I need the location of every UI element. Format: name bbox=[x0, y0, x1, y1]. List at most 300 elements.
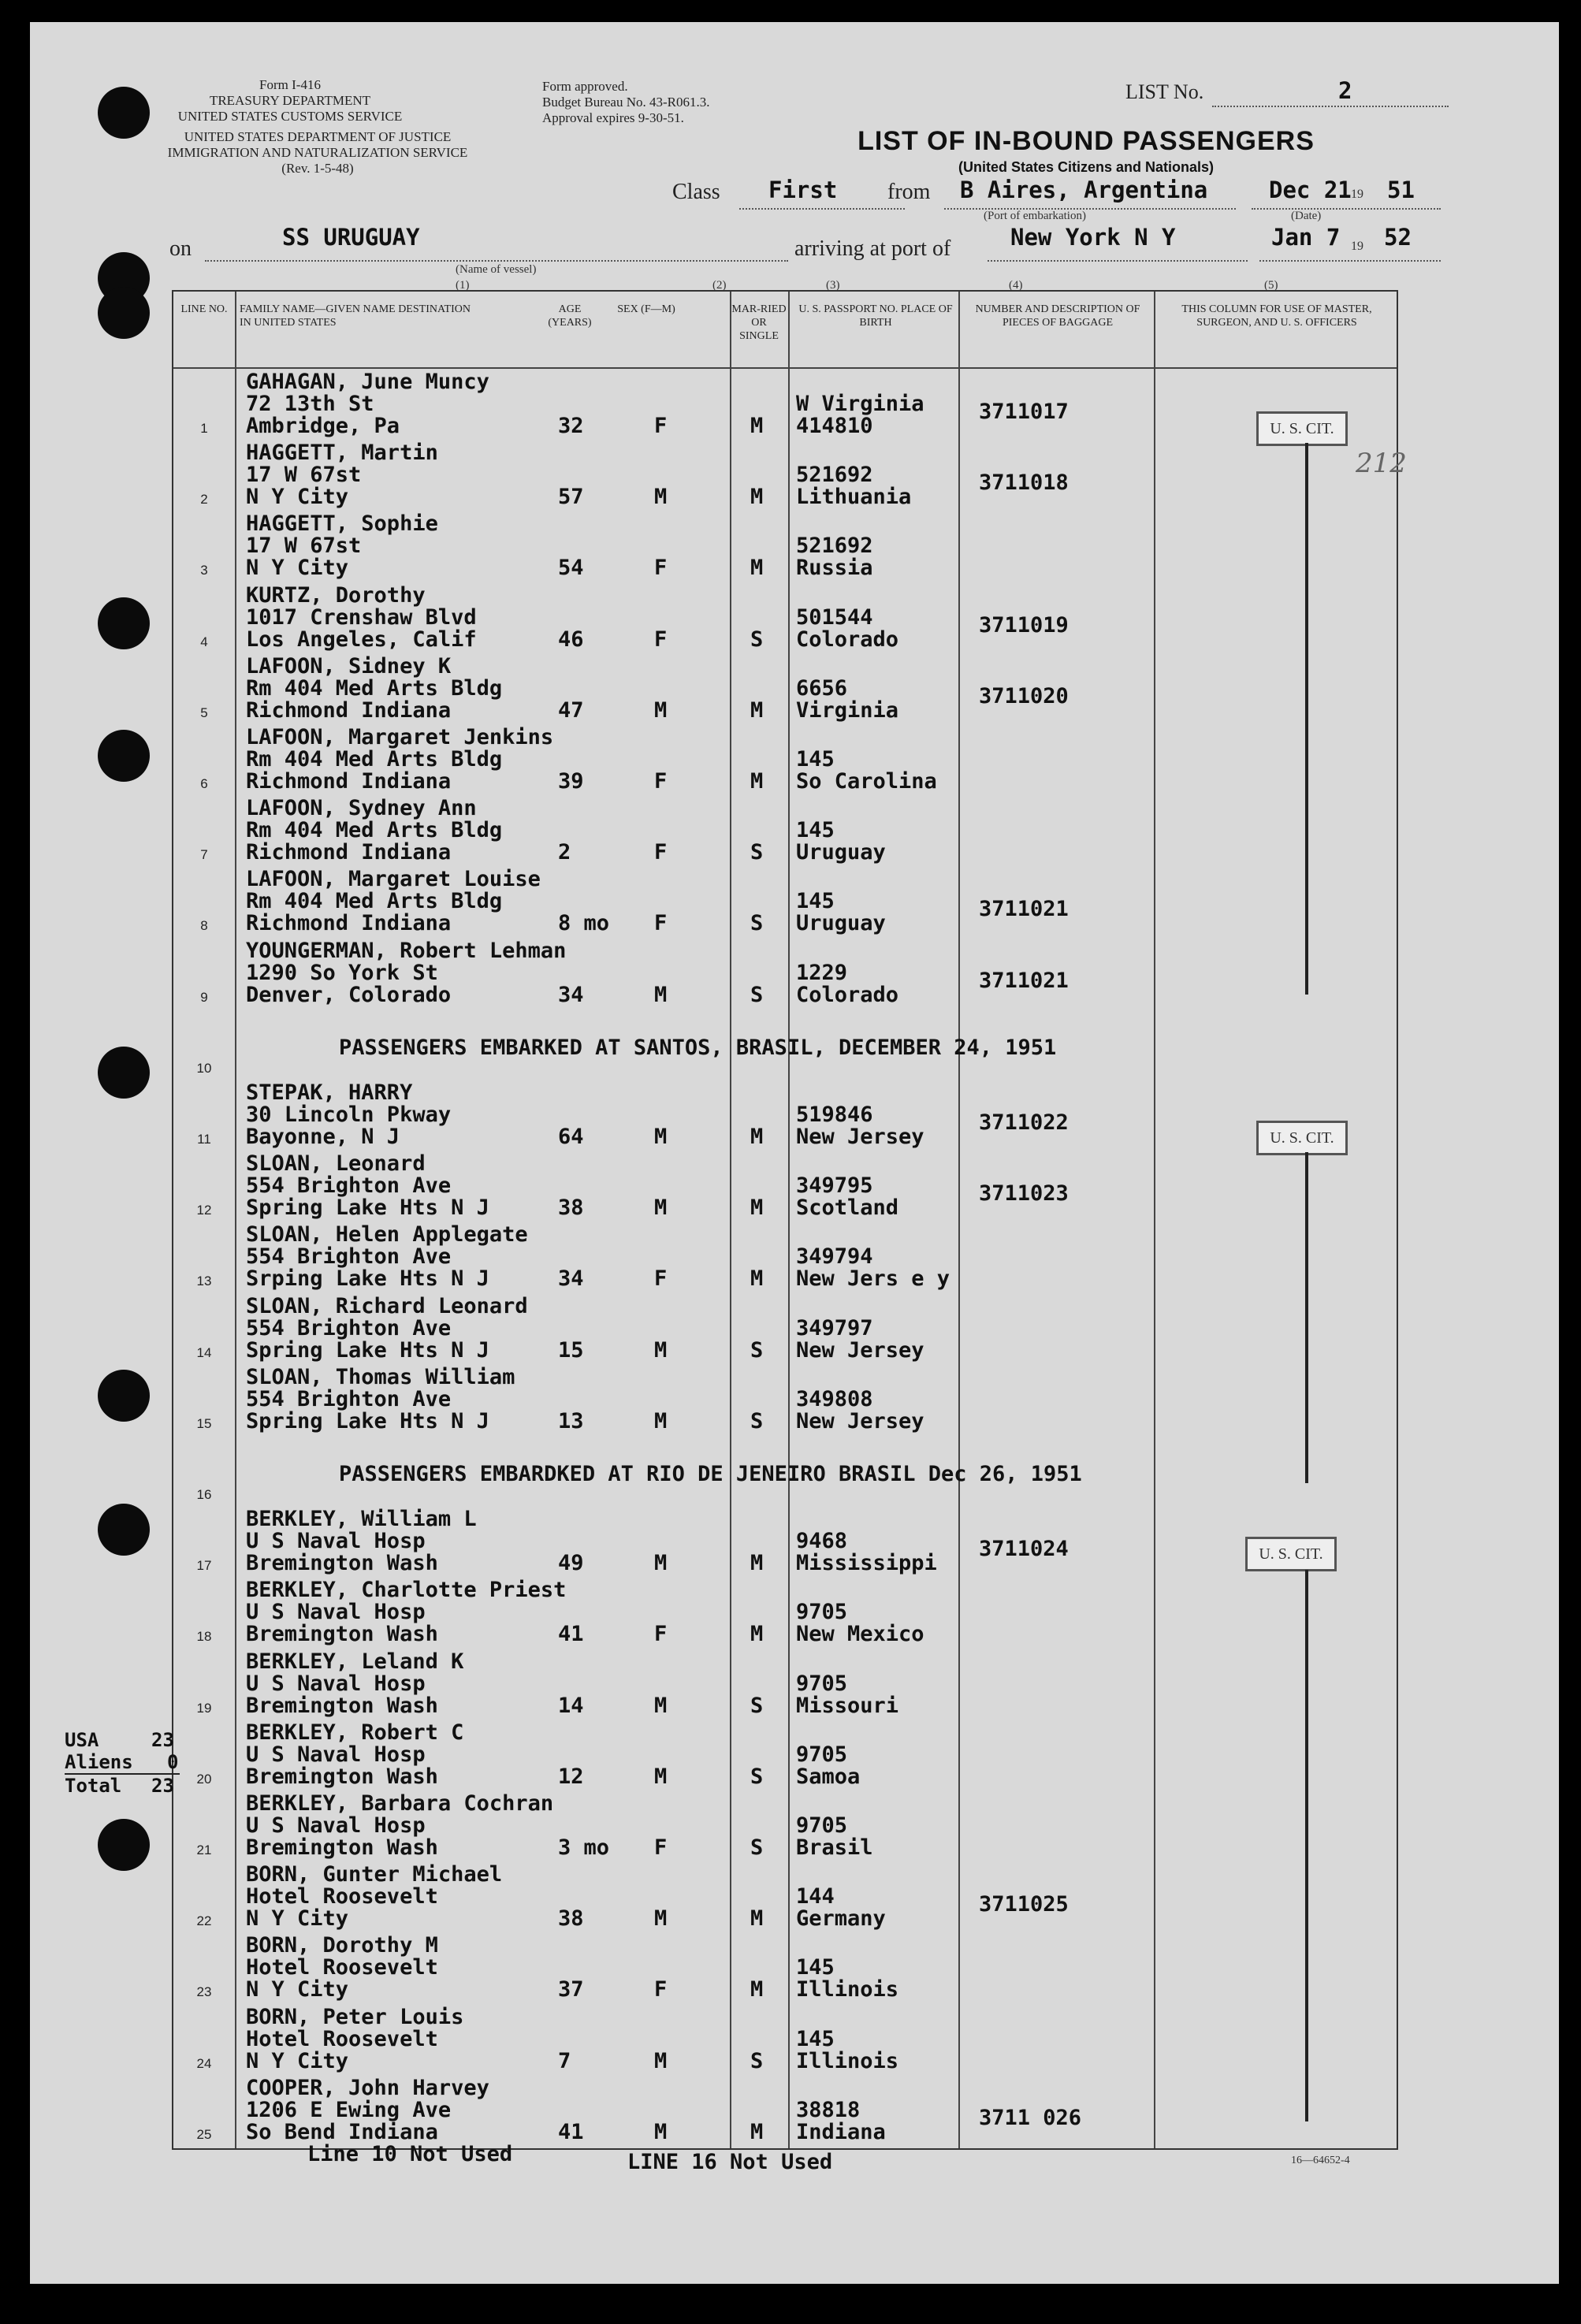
passenger-destination: Richmond Indiana bbox=[246, 840, 452, 865]
passport-no: 501544 bbox=[796, 604, 873, 630]
passenger-destination: Srping Lake Hts N J bbox=[246, 1266, 489, 1292]
birthplace: New Jersey bbox=[796, 1337, 924, 1363]
page-title: LIST OF IN-BOUND PASSENGERS bbox=[857, 126, 1315, 156]
usa-count: 23 bbox=[151, 1729, 174, 1751]
line-number: 23 bbox=[196, 1984, 212, 2000]
passenger-name: SLOAN, Helen Applegate bbox=[246, 1222, 528, 1248]
passenger-address: U S Naval Hosp bbox=[246, 1529, 426, 1554]
form-block-2 bbox=[152, 129, 483, 177]
line-number: 1 bbox=[200, 421, 208, 436]
passenger-age: 8 mo bbox=[558, 911, 610, 936]
passport-no: 521692 bbox=[796, 534, 873, 559]
passenger-name: BERKLEY, Robert C bbox=[246, 1720, 464, 1745]
line-number: 15 bbox=[196, 1415, 212, 1431]
passenger-address: 72 13th St bbox=[246, 392, 374, 416]
agency-line: UNITED STATES CUSTOMS SERVICE bbox=[177, 109, 403, 124]
passenger-sex: F bbox=[654, 1977, 668, 2002]
passenger-address: Rm 404 Med Arts Bldg bbox=[246, 889, 503, 914]
passenger-marital: S bbox=[750, 840, 764, 865]
passenger-address: Rm 404 Med Arts Bldg bbox=[246, 675, 503, 701]
passenger-age: 34 bbox=[558, 1266, 584, 1292]
col-number: (2) bbox=[712, 279, 727, 292]
passport-no: 349808 bbox=[796, 1386, 873, 1411]
line-number: 11 bbox=[197, 1132, 211, 1147]
passenger-marital: M bbox=[750, 1125, 764, 1149]
passenger-name: STEPAK, HARRY bbox=[246, 1080, 413, 1105]
passenger-marital: M bbox=[750, 697, 764, 723]
column-rule bbox=[1154, 292, 1155, 2148]
passport-no: 9705 bbox=[796, 1671, 848, 1696]
col-baggage: NUMBER AND DESCRIPTION OF PIECES OF BAGGAGE bbox=[975, 303, 1140, 329]
passenger-sex: M bbox=[654, 1764, 668, 1789]
footer-note: Line 10 Not Used bbox=[307, 2142, 513, 2166]
baggage-number: 3711022 bbox=[979, 1110, 1069, 1135]
line-number: 7 bbox=[200, 847, 208, 863]
passenger-age: 41 bbox=[558, 1622, 584, 1647]
aliens-label: Aliens bbox=[65, 1751, 133, 1773]
column-rule bbox=[788, 292, 790, 2148]
date-value: Dec 21 bbox=[1269, 177, 1352, 203]
passenger-age: 54 bbox=[558, 556, 584, 581]
birthplace: Indiana bbox=[796, 2119, 886, 2144]
passenger-sex: F bbox=[654, 414, 668, 438]
line-number: 24 bbox=[196, 2055, 212, 2071]
underline bbox=[739, 208, 905, 210]
passenger-destination: Bremington Wash bbox=[246, 1551, 438, 1576]
date-year: 51 bbox=[1387, 177, 1415, 203]
underline bbox=[205, 260, 788, 262]
line-number: 3 bbox=[200, 563, 208, 578]
line-number: 18 bbox=[196, 1629, 212, 1645]
passenger-marital: M bbox=[750, 414, 764, 438]
passenger-address: 17 W 67st bbox=[246, 463, 362, 488]
passenger-sex: F bbox=[654, 840, 668, 865]
birthplace: Samoa bbox=[796, 1764, 861, 1789]
passenger-sex: M bbox=[654, 1337, 668, 1363]
passport-no: 519846 bbox=[796, 1103, 873, 1127]
line-number: 12 bbox=[196, 1203, 212, 1218]
passport-no: 521692 bbox=[796, 463, 873, 488]
line-number: 21 bbox=[196, 1842, 212, 1857]
passenger-sex: M bbox=[654, 1551, 668, 1576]
passenger-name: BORN, Dorothy M bbox=[246, 1933, 438, 1958]
passenger-destination: Ambridge, Pa bbox=[246, 414, 400, 438]
passenger-address: 554 Brighton Ave bbox=[246, 1173, 452, 1199]
passenger-age: 7 bbox=[558, 2048, 571, 2073]
passenger-address: 554 Brighton Ave bbox=[246, 1386, 452, 1411]
birthplace: Germany bbox=[796, 1906, 886, 1932]
birthplace: Mississippi bbox=[796, 1551, 937, 1576]
form-number: Form I-416 bbox=[259, 77, 321, 92]
passenger-marital: S bbox=[750, 1337, 764, 1363]
passport-no: 9468 bbox=[796, 1529, 848, 1554]
passport-no: 6656 bbox=[796, 675, 848, 701]
passenger-destination: Bremington Wash bbox=[246, 1835, 438, 1860]
passport-no: 144 bbox=[796, 1884, 835, 1909]
passenger-table bbox=[172, 290, 1407, 2150]
passenger-marital: S bbox=[750, 982, 764, 1007]
passenger-address: Rm 404 Med Arts Bldg bbox=[246, 818, 503, 843]
passport-no: 145 bbox=[796, 818, 835, 843]
bracket-line bbox=[1305, 443, 1308, 995]
page-subtitle: (United States Citizens and Nationals) bbox=[958, 159, 1215, 175]
bracket-line bbox=[1305, 1152, 1308, 1483]
line-number: 25 bbox=[196, 2126, 212, 2142]
passenger-sex: M bbox=[654, 982, 668, 1007]
birthplace: New Jersey bbox=[796, 1408, 924, 1433]
baggage-number: 3711021 bbox=[979, 968, 1069, 993]
birthplace: Brasil bbox=[796, 1835, 873, 1860]
passenger-marital: M bbox=[750, 1622, 764, 1647]
list-no-underline bbox=[1212, 106, 1449, 107]
column-rule bbox=[730, 292, 731, 2148]
passenger-marital: M bbox=[750, 485, 764, 510]
table-header bbox=[173, 292, 1397, 369]
passenger-sex: M bbox=[654, 1906, 668, 1932]
col-number: (4) bbox=[1009, 279, 1023, 292]
passenger-marital: S bbox=[750, 627, 764, 652]
passenger-name: HAGGETT, Sophie bbox=[246, 511, 438, 537]
passenger-address: Hotel Roosevelt bbox=[246, 1955, 438, 1980]
passenger-name: SLOAN, Leonard bbox=[246, 1151, 426, 1177]
passenger-name: BERKLEY, Leland K bbox=[246, 1649, 464, 1674]
passport-no: 145 bbox=[796, 889, 835, 914]
birthplace: Russia bbox=[796, 556, 873, 581]
vessel-name: SS URUGUAY bbox=[282, 224, 420, 251]
class-value: First bbox=[768, 177, 838, 203]
passenger-age: 2 bbox=[558, 840, 571, 865]
underline bbox=[988, 260, 1248, 262]
passenger-age: 14 bbox=[558, 1693, 584, 1718]
birthplace: Illinois bbox=[796, 1977, 899, 2002]
passenger-sex: M bbox=[654, 1693, 668, 1718]
passenger-marital: S bbox=[750, 2048, 764, 2073]
birthplace: New Mexico bbox=[796, 1622, 924, 1647]
section-heading: PASSENGERS EMBARKED AT SANTOS, BRASIL, DECEMBER 24, 1951 bbox=[339, 1035, 1057, 1060]
passenger-marital: M bbox=[750, 769, 764, 794]
passenger-age: 39 bbox=[558, 769, 584, 794]
line-number: 14 bbox=[196, 1344, 212, 1360]
form-block bbox=[148, 77, 432, 125]
col-sex: SEX (F—M) bbox=[617, 303, 675, 315]
passport-no: 9705 bbox=[796, 1742, 848, 1767]
passport-no: 9705 bbox=[796, 1600, 848, 1625]
passenger-address: 554 Brighton Ave bbox=[246, 1244, 452, 1270]
bracket-line bbox=[1305, 1570, 1308, 2121]
birthplace: Illinois bbox=[796, 2048, 899, 2073]
form-code: 16—64652-4 bbox=[1291, 2155, 1350, 2166]
totals-block bbox=[65, 1729, 180, 1797]
col-number: (1) bbox=[456, 279, 470, 292]
passenger-age: 47 bbox=[558, 697, 584, 723]
date-year-prefix: 19 bbox=[1351, 188, 1363, 201]
passport-no: 145 bbox=[796, 1955, 835, 1980]
passport-no: 349795 bbox=[796, 1173, 873, 1199]
underline bbox=[1252, 208, 1441, 210]
passport-no: 145 bbox=[796, 747, 835, 772]
passenger-sex: F bbox=[654, 1266, 668, 1292]
punch-hole bbox=[98, 730, 150, 782]
passenger-address: U S Naval Hosp bbox=[246, 1671, 426, 1696]
line-number: 16 bbox=[196, 1487, 212, 1502]
line-number: 6 bbox=[200, 776, 208, 791]
from-label: from bbox=[887, 180, 931, 204]
col-married: MAR-RIED OR SINGLE bbox=[731, 303, 787, 342]
total-count: 23 bbox=[151, 1775, 174, 1797]
passenger-sex: F bbox=[654, 769, 668, 794]
passenger-age: 3 mo bbox=[558, 1835, 610, 1860]
passenger-name: SLOAN, Richard Leonard bbox=[246, 1293, 528, 1318]
passenger-name: YOUNGERMAN, Robert Lehman bbox=[246, 938, 567, 963]
passenger-age: 41 bbox=[558, 2119, 584, 2144]
passenger-age: 49 bbox=[558, 1551, 584, 1576]
line-number: 5 bbox=[200, 705, 208, 720]
passenger-name: HAGGETT, Martin bbox=[246, 441, 438, 466]
passenger-destination: Spring Lake Hts N J bbox=[246, 1337, 489, 1363]
passenger-name: BERKLEY, William L bbox=[246, 1507, 477, 1532]
passenger-name: BORN, Peter Louis bbox=[246, 2004, 464, 2029]
passenger-name: LAFOON, Sidney K bbox=[246, 653, 452, 679]
passenger-address: 1206 E Ewing Ave bbox=[246, 2097, 452, 2122]
passenger-address: Hotel Roosevelt bbox=[246, 2026, 438, 2051]
passenger-sex: F bbox=[654, 911, 668, 936]
line-number: 22 bbox=[196, 1913, 212, 1929]
passenger-age: 13 bbox=[558, 1408, 584, 1433]
passenger-marital: M bbox=[750, 1551, 764, 1576]
passenger-age: 38 bbox=[558, 1195, 584, 1221]
passenger-address: 1017 Crenshaw Blvd bbox=[246, 604, 477, 630]
section-heading: PASSENGERS EMBARDKED AT RIO DE JENEIRO BRASIL Dec 26, 1951 bbox=[339, 1462, 1082, 1486]
passenger-address: 30 Lincoln Pkway bbox=[246, 1103, 452, 1127]
baggage-number: 3711018 bbox=[979, 470, 1069, 496]
col-name: FAMILY NAME—GIVEN NAME DESTINATION IN UNITED STATES bbox=[240, 303, 471, 329]
passenger-destination: N Y City bbox=[246, 485, 349, 510]
line-number: 2 bbox=[200, 492, 208, 508]
birthplace: Lithuania bbox=[796, 485, 912, 510]
passenger-destination: Bremington Wash bbox=[246, 1693, 438, 1718]
passenger-marital: S bbox=[750, 1835, 764, 1860]
passenger-marital: S bbox=[750, 1764, 764, 1789]
arriving-label: arriving at port of bbox=[794, 236, 951, 261]
passenger-name: SLOAN, Thomas William bbox=[246, 1364, 515, 1389]
passenger-address: 17 W 67st bbox=[246, 534, 362, 559]
line-number: 8 bbox=[200, 918, 208, 934]
passenger-marital: M bbox=[750, 1906, 764, 1932]
passenger-sex: M bbox=[654, 2048, 668, 2073]
passenger-name: KURTZ, Dorothy bbox=[246, 582, 426, 608]
line-number: 13 bbox=[196, 1274, 212, 1289]
passenger-destination: Bremington Wash bbox=[246, 1764, 438, 1789]
passenger-marital: M bbox=[750, 1977, 764, 2002]
col-passport: U. S. PASSPORT NO. PLACE OF BIRTH bbox=[798, 303, 953, 329]
passenger-sex: M bbox=[654, 1125, 668, 1149]
col-line-no: LINE NO. bbox=[180, 303, 228, 315]
passenger-destination: N Y City bbox=[246, 1906, 349, 1932]
line-number: 20 bbox=[196, 1771, 212, 1787]
baggage-number: 3711024 bbox=[979, 1537, 1069, 1562]
passenger-destination: Richmond Indiana bbox=[246, 697, 452, 723]
punch-hole bbox=[98, 597, 150, 649]
passenger-age: 15 bbox=[558, 1337, 584, 1363]
approval-line: Approval expires 9-30-51. bbox=[542, 110, 684, 125]
passenger-destination: Los Angeles, Calif bbox=[246, 627, 477, 652]
passenger-sex: M bbox=[654, 697, 668, 723]
list-no: 2 bbox=[1338, 77, 1352, 104]
passenger-address: U S Naval Hosp bbox=[246, 1813, 426, 1838]
passenger-destination: Bremington Wash bbox=[246, 1622, 438, 1647]
passenger-address: 1290 So York St bbox=[246, 960, 438, 985]
passport-no: 349797 bbox=[796, 1315, 873, 1340]
passenger-age: 38 bbox=[558, 1906, 584, 1932]
passenger-sex: M bbox=[654, 2119, 668, 2144]
baggage-number: 3711017 bbox=[979, 400, 1069, 424]
arrival-year: 52 bbox=[1384, 224, 1412, 251]
birthplace: Scotland bbox=[796, 1195, 899, 1221]
passenger-destination: N Y City bbox=[246, 1977, 349, 2002]
birthplace: So Carolina bbox=[796, 769, 937, 794]
on-label: on bbox=[169, 236, 192, 261]
baggage-number: 3711020 bbox=[979, 683, 1069, 708]
passenger-marital: M bbox=[750, 1195, 764, 1221]
passenger-sex: F bbox=[654, 627, 668, 652]
baggage-number: 3711019 bbox=[979, 612, 1069, 638]
citizenship-stamp: U. S. CIT. bbox=[1256, 411, 1348, 446]
column-rule bbox=[958, 292, 960, 2148]
passenger-marital: S bbox=[750, 1408, 764, 1433]
passenger-age: 57 bbox=[558, 485, 584, 510]
agency-line: IMMIGRATION AND NATURALIZATION SERVICE bbox=[167, 145, 468, 160]
citizenship-stamp: U. S. CIT. bbox=[1256, 1121, 1348, 1155]
passenger-age: 12 bbox=[558, 1764, 584, 1789]
from-value: B Aires, Argentina bbox=[960, 177, 1208, 203]
passenger-sex: F bbox=[654, 556, 668, 581]
baggage-number: 3711025 bbox=[979, 1892, 1069, 1917]
baggage-number: 3711 026 bbox=[979, 2105, 1082, 2130]
footer-note: LINE 16 Not Used bbox=[627, 2150, 833, 2174]
passenger-sex: M bbox=[654, 1195, 668, 1221]
passenger-destination: Spring Lake Hts N J bbox=[246, 1195, 489, 1221]
passenger-age: 37 bbox=[558, 1977, 584, 2002]
passenger-address: 554 Brighton Ave bbox=[246, 1315, 452, 1340]
passenger-age: 32 bbox=[558, 414, 584, 438]
col-officers: THIS COLUMN FOR USE OF MASTER, SURGEON, AND U. S. OFFICERS bbox=[1181, 303, 1372, 329]
birthplace: New Jersey bbox=[796, 1125, 924, 1149]
passenger-address: Rm 404 Med Arts Bldg bbox=[246, 747, 503, 772]
approval-line: Form approved. bbox=[542, 79, 628, 94]
passenger-destination: Bayonne, N J bbox=[246, 1125, 400, 1149]
line-number: 4 bbox=[200, 634, 208, 649]
passenger-age: 34 bbox=[558, 982, 584, 1007]
punch-hole bbox=[98, 87, 150, 139]
punch-hole bbox=[98, 1504, 150, 1556]
col-number: (5) bbox=[1264, 279, 1278, 292]
list-no-label: LIST No. bbox=[1125, 80, 1204, 103]
passenger-name: LAFOON, Sydney Ann bbox=[246, 796, 477, 821]
passenger-sex: F bbox=[654, 1835, 668, 1860]
line-number: 10 bbox=[196, 1060, 212, 1076]
passport-no: 349794 bbox=[796, 1244, 873, 1270]
arrival-year-prefix: 19 bbox=[1351, 240, 1363, 253]
passenger-destination: N Y City bbox=[246, 556, 349, 581]
passenger-marital: M bbox=[750, 2119, 764, 2144]
passenger-marital: S bbox=[750, 1693, 764, 1718]
passenger-name: BORN, Gunter Michael bbox=[246, 1862, 503, 1887]
passport-no: W Virginia bbox=[796, 392, 924, 416]
passenger-name: LAFOON, Margaret Louise bbox=[246, 867, 541, 892]
class-label: Class bbox=[672, 180, 720, 204]
usa-label: USA bbox=[65, 1729, 99, 1751]
baggage-number: 3711021 bbox=[979, 897, 1069, 922]
aliens-count: 0 bbox=[167, 1751, 179, 1773]
birthplace: Colorado bbox=[796, 627, 899, 652]
passport-no: 1229 bbox=[796, 960, 848, 985]
passenger-sex: M bbox=[654, 485, 668, 510]
approval-block bbox=[542, 79, 794, 126]
passenger-name: GAHAGAN, June Muncy bbox=[246, 370, 489, 394]
passenger-destination: Richmond Indiana bbox=[246, 769, 452, 794]
manifest-page bbox=[30, 22, 1559, 2284]
birthplace: Virginia bbox=[796, 697, 899, 723]
passenger-age: 64 bbox=[558, 1125, 584, 1149]
passenger-age: 46 bbox=[558, 627, 584, 652]
passenger-marital: M bbox=[750, 1266, 764, 1292]
approval-line: Budget Bureau No. 43-R061.3. bbox=[542, 95, 710, 110]
baggage-number: 3711023 bbox=[979, 1181, 1069, 1207]
passenger-destination: Richmond Indiana bbox=[246, 911, 452, 936]
line-number: 17 bbox=[196, 1558, 212, 1574]
passenger-address: U S Naval Hosp bbox=[246, 1742, 426, 1767]
underline bbox=[1259, 260, 1441, 262]
total-label: Total bbox=[65, 1775, 122, 1797]
passenger-marital: S bbox=[750, 911, 764, 936]
passport-no: 145 bbox=[796, 2026, 835, 2051]
line-number: 19 bbox=[196, 1700, 212, 1716]
passenger-name: LAFOON, Margaret Jenkins bbox=[246, 725, 554, 749]
arrival-date: Jan 7 bbox=[1271, 224, 1341, 251]
revision-line: (Rev. 1-5-48) bbox=[281, 161, 354, 176]
birthplace: 414810 bbox=[796, 414, 873, 438]
passenger-marital: M bbox=[750, 556, 764, 581]
birthplace: Colorado bbox=[796, 982, 899, 1007]
passenger-sex: M bbox=[654, 1408, 668, 1433]
birthplace: Uruguay bbox=[796, 911, 886, 936]
passenger-destination: Denver, Colorado bbox=[246, 982, 452, 1007]
pencil-annotation: 212 bbox=[1356, 448, 1407, 479]
col-age: AGE (YEARS) bbox=[548, 303, 592, 329]
column-rule bbox=[235, 292, 236, 2148]
birthplace: Missouri bbox=[796, 1693, 899, 1718]
citizenship-stamp: U. S. CIT. bbox=[1245, 1537, 1337, 1571]
arrival-port: New York N Y bbox=[1010, 224, 1176, 251]
passenger-sex: F bbox=[654, 1622, 668, 1647]
passenger-destination: N Y City bbox=[246, 2048, 349, 2073]
passenger-name: COOPER, John Harvey bbox=[246, 2075, 489, 2100]
agency-line: TREASURY DEPARTMENT bbox=[209, 93, 371, 108]
passport-no: 9705 bbox=[796, 1813, 848, 1838]
date-caption: (Date) bbox=[1291, 210, 1322, 222]
passenger-address: U S Naval Hosp bbox=[246, 1600, 426, 1625]
port-caption: (Port of embarkation) bbox=[984, 210, 1086, 222]
birthplace: New Jers e y bbox=[796, 1266, 950, 1292]
col-number: (3) bbox=[826, 279, 840, 292]
passenger-destination: So Bend Indiana bbox=[246, 2119, 438, 2144]
punch-hole bbox=[98, 287, 150, 339]
punch-hole bbox=[98, 1047, 150, 1099]
passport-no: 38818 bbox=[796, 2097, 861, 2122]
vessel-caption: (Name of vessel) bbox=[456, 263, 537, 276]
birthplace: Uruguay bbox=[796, 840, 886, 865]
line-number: 9 bbox=[200, 989, 208, 1005]
